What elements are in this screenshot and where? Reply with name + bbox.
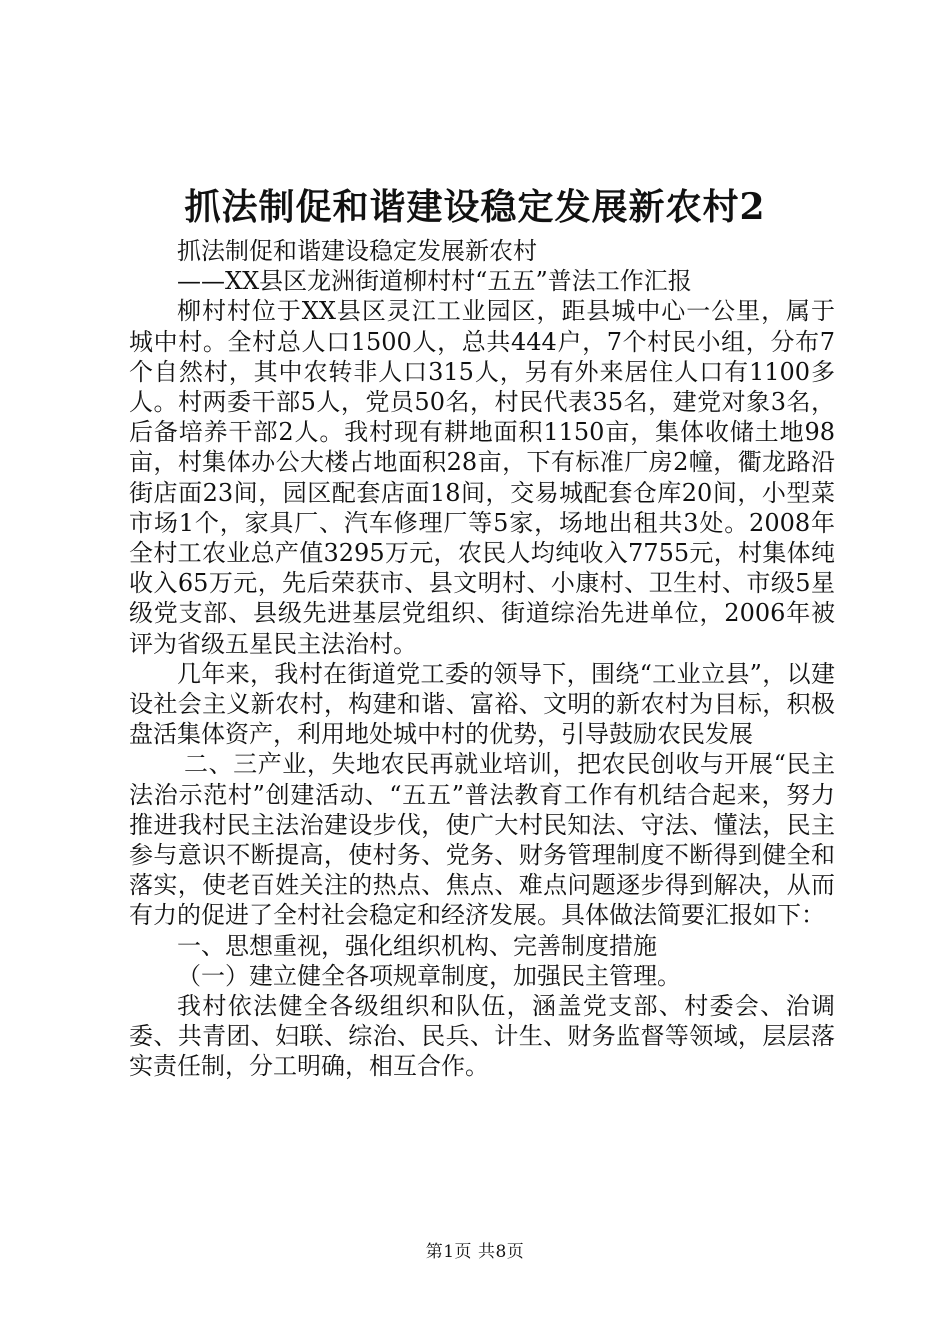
paragraph-industry-legal: 二、三产业，失地农民再就业培训，把农民创收与开展“民主法治示范村”创建活动、“五五”普法教育工作有机结合起来，努力推进我村民主法治建设步伐，使广大村民知法、守法、懂法，民主参与意识不断提高，使村务、党务、财务管理制度不断得到健全和落实，使老百姓关注的热点、焦点、难点问题逐步得到解决，从而有力的促进了全村社会稳定和经济发展。具体做法简要汇报如下： (129, 750, 835, 930)
document-title: 抓法制促和谐建设稳定发展新农村2 (184, 186, 766, 228)
byline: ——XX县区龙洲街道柳村村“五五”普法工作汇报 (177, 267, 692, 296)
paragraph-development-intro: 几年来，我村在街道党工委的领导下，围绕“工业立县”，以建设社会主义新农村，构建和谐、富裕、文明的新农村为目标，积极盘活集体资产，利用地处城中村的优势，引导鼓励农民发展 (129, 659, 835, 749)
document-body (129, 236, 835, 1082)
paragraph-village-overview: 柳村村位于XX县区灵江工业园区，距县城中心一公里，属于城中村。全村总人口1500人，总共444户，7个村民小组，分布7个自然村，其中农转非人口315人，另有外来居住人口有1100多人。村两委干部5人，党员50名，村民代表35名，建党对象3名，后备培养干部2人。我村现有耕地面积1150亩，集体收储土地98亩，村集体办公大楼占地面积28亩，下有标准厂房2幢，衢龙路沿街店面23间，园区配套店面18间，交易城配套仓库20间，小型菜市场1个，家具厂、汽车修理厂等5家，场地出租共3处。2008年全村工农业总产值3295万元，农民人均纯收入7755元，村集体纯收入65万元，先后荣获市、县文明村、小康村、卫生村、市级5星级党支部、县级先进基层党组织、街道综治先进单位，2006年被评为省级五星民主法治村。 (129, 297, 835, 658)
paragraph-organization: 我村依法健全各级组织和队伍，涵盖党支部、村委会、治调委、共青团、妇联、综治、民兵、计生、财务监督等领域，层层落实责任制，分工明确，相互合作。 (129, 992, 835, 1081)
page-footer: 第1页 共8页 (425, 1242, 525, 1262)
subtitle: 抓法制促和谐建设稳定发展新农村 (177, 237, 537, 265)
section-heading-1: 一、思想重视，强化组织机构、完善制度措施 (177, 931, 657, 960)
subsection-heading-1: （一）建立健全各项规章制度，加强民主管理。 (177, 961, 681, 990)
